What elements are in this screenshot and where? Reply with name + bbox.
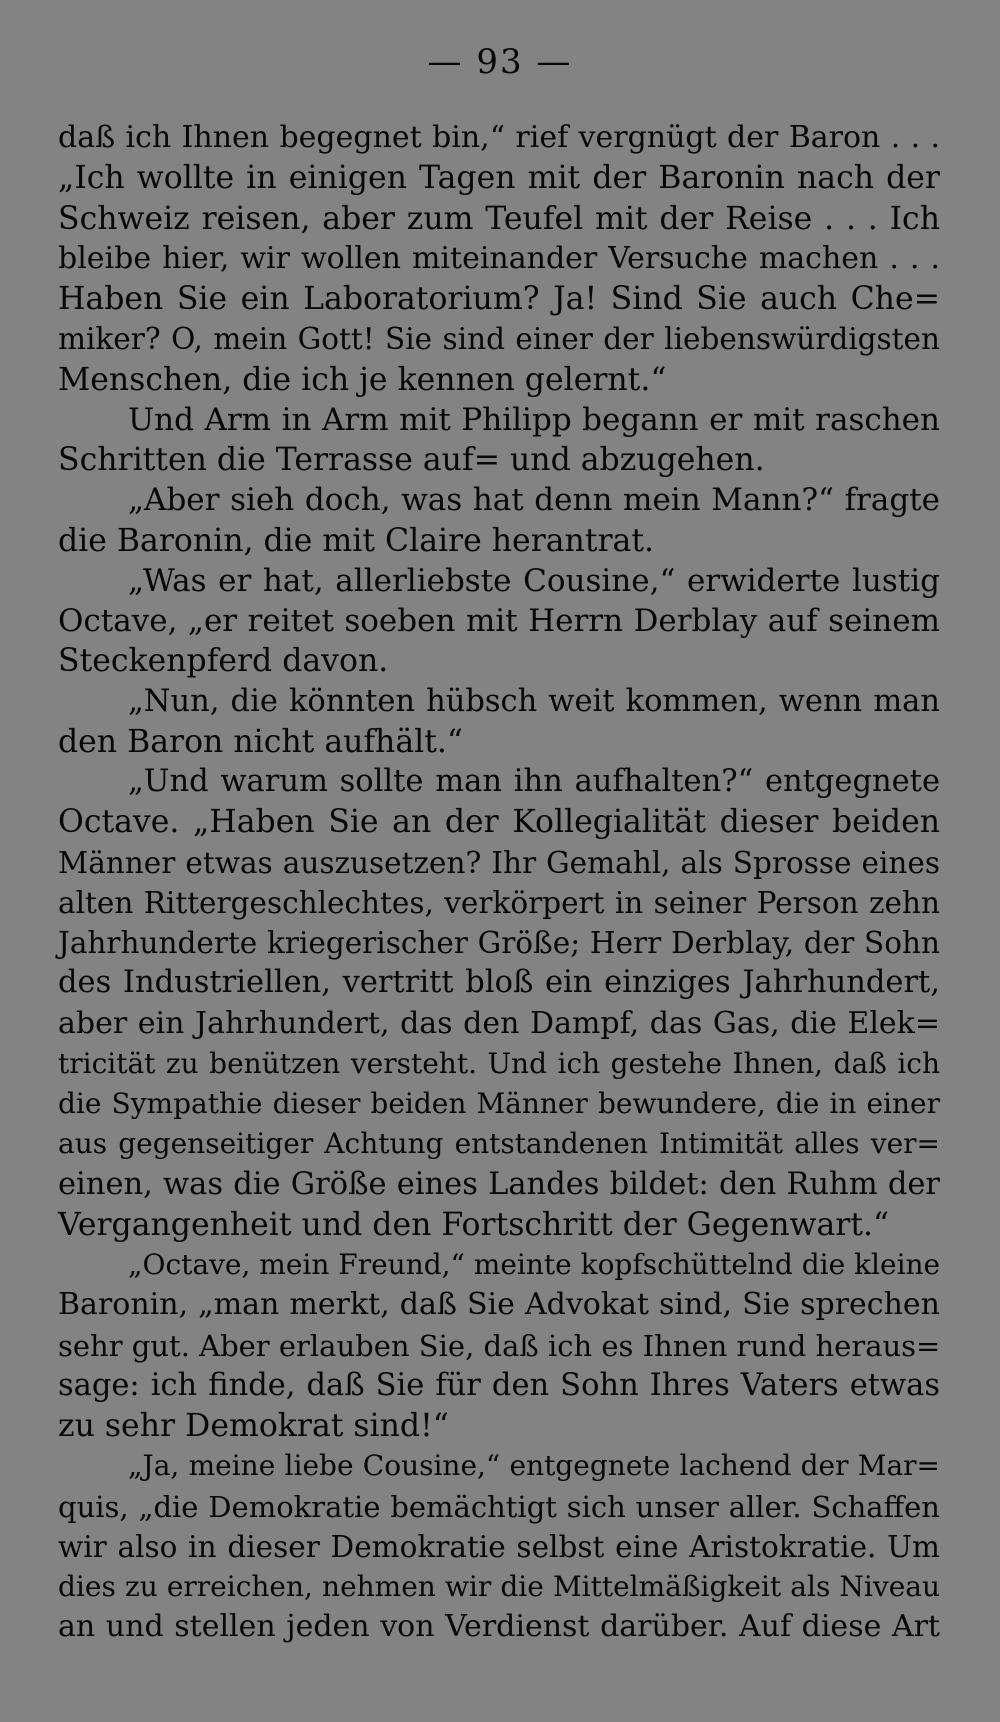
text-line: aus gegenseitiger Achtung entstandenen Intimität alles ver= [58, 1127, 940, 1161]
text-line: „Aber sieh doch, was hat denn mein Mann?“ fragte [128, 482, 940, 519]
text-line: sage: ich finde, daß Sie für den Sohn Ihres Vaters etwas [58, 1367, 940, 1403]
text-line: wir also in dieser Demokratie selbst eine Aristokratie. Um [58, 1529, 940, 1564]
text-line: die Sympathie dieser beiden Männer bewundere, die in einer [58, 1087, 940, 1120]
text-line: dies zu erreichen, nehmen wir die Mittelmäßigkeit als Niveau [58, 1570, 940, 1603]
text-line: einen, was die Größe eines Landes bildet: den Ruhm der [58, 1166, 940, 1202]
text-line: quis, „die Demokratie bemächtigt sich unser aller. Schaffen [58, 1489, 940, 1524]
text-line: Steckenpferd davon. [58, 643, 389, 680]
text-line: Vergangenheit und den Fortschritt der Gegenwart.“ [58, 1206, 890, 1243]
text-line: bleibe hier, wir wollen miteinander Versuche machen . . . [58, 240, 940, 276]
text-line: miker? O, mein Gott! Sie sind einer der liebenswürdigsten [58, 322, 940, 357]
text-line: daß ich Ihnen begegnet bin,“ rief vergnügt der Baron . . . [58, 120, 940, 155]
text-line: Baronin, „man merkt, daß Sie Advokat sind, Sie sprechen [58, 1287, 940, 1323]
text-line: aber ein Jahrhundert, das den Dampf, das Gas, die Elek= [58, 1005, 940, 1041]
text-line: den Baron nicht aufhält.“ [58, 723, 463, 760]
text-line: Menschen, die ich je kennen gelernt.“ [58, 361, 667, 398]
text-line: „Octave, mein Freund,“ meinte kopfschüttelnd die kleine [128, 1248, 941, 1281]
text-line: Männer etwas auszusetzen? Ihr Gemahl, als Sprosse eines [58, 845, 940, 880]
text-line: Und Arm in Arm mit Philipp begann er mit raschen [128, 401, 940, 438]
text-line: zu sehr Demokrat sind!“ [58, 1408, 449, 1444]
text-line: tricität zu benützen versteht. Und ich gestehe Ihnen, daß ich [58, 1046, 940, 1080]
text-line: des Industriellen, vertritt bloß ein einziges Jahrhundert, [58, 965, 940, 1001]
text-line: „Nun, die könnten hübsch weit kommen, wenn man [128, 683, 940, 719]
body-text [58, 118, 940, 1648]
text-line: „Ich wollte in einigen Tagen mit der Baronin nach der [58, 160, 940, 197]
text-line: alten Rittergeschlechtes, verkörpert in seiner Person zehn [58, 885, 940, 920]
text-line: „Und warum sollte man ihn aufhalten?“ entgegnete [128, 764, 940, 799]
text-line: Octave, „er reitet soeben mit Herrn Derblay auf seinem [58, 603, 940, 639]
page-number: — 93 — [427, 42, 573, 82]
text-line: die Baronin, die mit Claire herantrat. [58, 522, 654, 559]
text-line: Schweiz reisen, aber zum Teufel mit der Reise . . . Ich [58, 200, 940, 237]
text-line: „Was er hat, allerliebste Cousine,“ erwiderte lustig [128, 562, 940, 599]
text-line: „Ja, meine liebe Cousine,“ entgegnete lachend der Mar= [128, 1449, 940, 1483]
text-line: sehr gut. Aber erlauben Sie, daß ich es Ihnen rund heraus= [58, 1328, 941, 1363]
text-line: Schritten die Terrasse auf= und abzugehen. [58, 442, 765, 478]
text-line: Jahrhunderte kriegerischer Größe; Herr Derblay, der Sohn [58, 926, 940, 960]
text-line: Octave. „Haben Sie an der Kollegialität dieser beiden [58, 804, 940, 841]
text-line: Haben Sie ein Laboratorium? Ja! Sind Sie auch Che= [58, 281, 940, 317]
text-line: an und stellen jeden von Verdienst darüber. Auf diese Art [58, 1609, 940, 1645]
